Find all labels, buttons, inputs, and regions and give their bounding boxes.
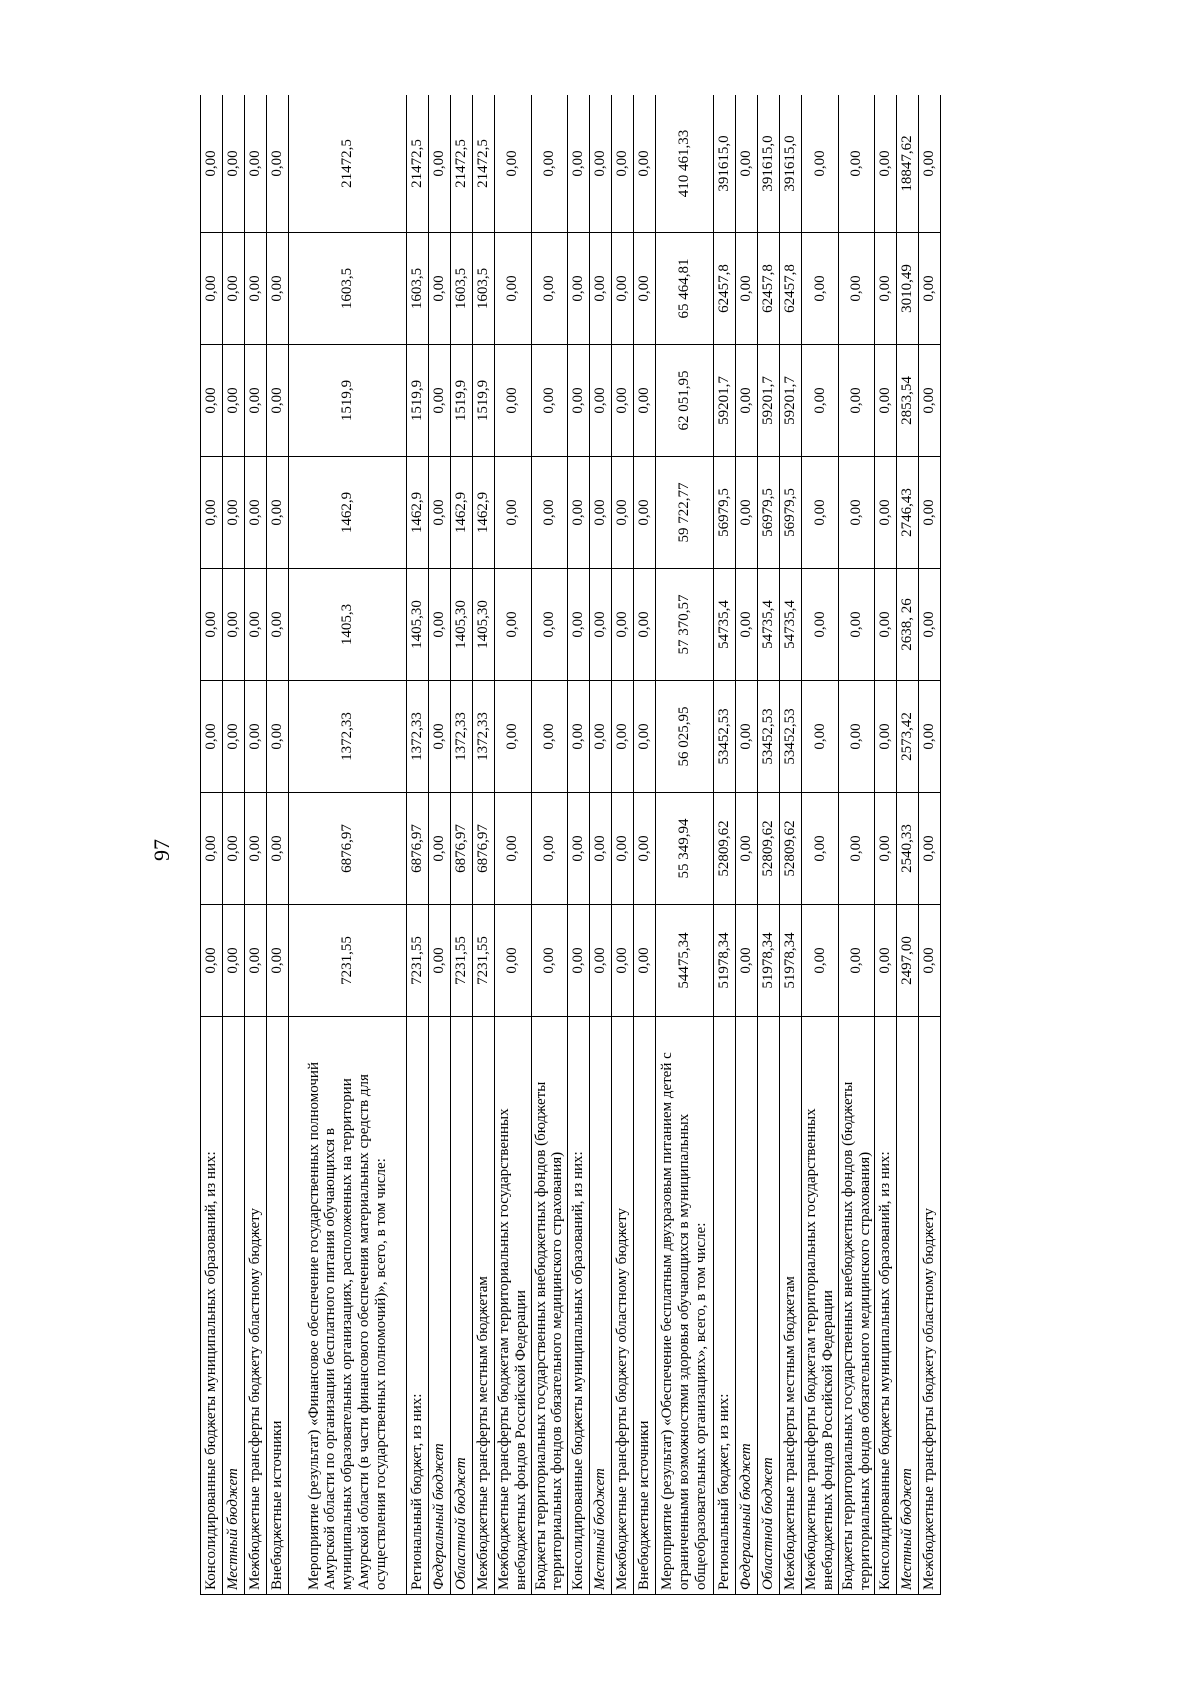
budget-table	[200, 95, 941, 1595]
row-year-value: 0,00	[919, 569, 941, 681]
row-year-value: 1462,9	[473, 457, 495, 569]
row-year-value: 0,00	[531, 681, 568, 793]
table-row	[838, 95, 875, 1595]
row-year-value: 6876,97	[407, 793, 429, 905]
row-label: Бюджеты территориальных государственных внебюджетных фондов (бюджеты территориальных фондов обязательного медицинского страхования)	[531, 1017, 568, 1595]
row-year-value: 0,00	[919, 793, 941, 905]
row-label: Бюджеты территориальных государственных внебюджетных фондов (бюджеты территориальных фондов обязательного медицинского страхования)	[838, 1017, 875, 1595]
table-row	[736, 95, 758, 1595]
row-year-value: 0,00	[201, 793, 223, 905]
row-year-value: 0,00	[201, 569, 223, 681]
row-year-value: 0,00	[267, 345, 289, 457]
row-year-value: 62457,8	[758, 233, 780, 345]
row-year-value: 0,00	[223, 569, 245, 681]
table-row	[473, 95, 495, 1595]
row-year-value: 0,00	[429, 793, 451, 905]
row-total-value: 0,00	[245, 95, 267, 233]
row-total-value: 0,00	[919, 95, 941, 233]
row-year-value: 0,00	[875, 905, 897, 1017]
row-year-value: 0,00	[838, 457, 875, 569]
row-label: Внебюджетные источники	[634, 1017, 656, 1595]
row-year-value: 0,00	[495, 793, 532, 905]
row-total-value: 21472,5	[473, 95, 495, 233]
row-year-value: 0,00	[736, 457, 758, 569]
table-row	[267, 95, 289, 1595]
row-year-value: 2497,00	[897, 905, 919, 1017]
row-label: Федеральный бюджет	[429, 1017, 451, 1595]
row-year-value: 0,00	[590, 793, 612, 905]
row-year-value: 0,00	[634, 681, 656, 793]
row-total-value: 0,00	[201, 95, 223, 233]
row-year-value: 0,00	[245, 905, 267, 1017]
row-year-value: 57 370,57	[656, 569, 714, 681]
row-total-value: 0,00	[568, 95, 590, 233]
row-label: Межбюджетные трансферты бюджету областному бюджету	[245, 1017, 267, 1595]
table-row	[919, 95, 941, 1595]
row-year-value: 0,00	[245, 793, 267, 905]
row-year-value: 1462,9	[451, 457, 473, 569]
row-year-value: 0,00	[568, 233, 590, 345]
table-row	[780, 95, 802, 1595]
row-year-value: 0,00	[919, 457, 941, 569]
row-label: Региональный бюджет, из них:	[714, 1017, 736, 1595]
row-year-value: 0,00	[429, 345, 451, 457]
row-year-value: 0,00	[429, 681, 451, 793]
row-year-value: 0,00	[590, 681, 612, 793]
row-year-value: 0,00	[634, 345, 656, 457]
row-year-value: 0,00	[736, 905, 758, 1017]
table-row	[568, 95, 590, 1595]
row-year-value: 0,00	[531, 457, 568, 569]
row-year-value: 0,00	[612, 233, 634, 345]
row-year-value: 0,00	[223, 345, 245, 457]
row-year-value: 0,00	[919, 681, 941, 793]
row-year-value: 0,00	[802, 345, 839, 457]
row-total-value: 21472,5	[407, 95, 429, 233]
table-row	[590, 95, 612, 1595]
row-year-value: 0,00	[838, 233, 875, 345]
row-year-value: 59201,7	[714, 345, 736, 457]
budget-table-body	[201, 95, 941, 1595]
row-year-value: 55 349,94	[656, 793, 714, 905]
row-year-value: 0,00	[568, 457, 590, 569]
row-year-value: 0,00	[568, 793, 590, 905]
row-year-value: 1519,9	[451, 345, 473, 457]
row-year-value: 0,00	[495, 905, 532, 1017]
row-year-value: 2853,54	[897, 345, 919, 457]
row-year-value: 1603,5	[289, 233, 407, 345]
row-year-value: 0,00	[568, 569, 590, 681]
row-year-value: 0,00	[267, 233, 289, 345]
row-year-value: 3010,49	[897, 233, 919, 345]
row-year-value: 0,00	[875, 345, 897, 457]
row-total-value: 0,00	[802, 95, 839, 233]
row-year-value: 62457,8	[780, 233, 802, 345]
row-year-value: 0,00	[429, 233, 451, 345]
row-year-value: 0,00	[802, 793, 839, 905]
row-year-value: 0,00	[245, 345, 267, 457]
table-row	[451, 95, 473, 1595]
row-label: Консолидированные бюджеты муниципальных образований, из них:	[875, 1017, 897, 1595]
row-year-value: 0,00	[267, 457, 289, 569]
row-label: Местный бюджет	[590, 1017, 612, 1595]
row-year-value: 56979,5	[780, 457, 802, 569]
row-total-value: 0,00	[838, 95, 875, 233]
row-year-value: 0,00	[919, 905, 941, 1017]
row-label: Межбюджетные трансферты бюджетам территориальных государственных внебюджетных фондов Российской Федерации	[802, 1017, 839, 1595]
row-year-value: 0,00	[838, 345, 875, 457]
row-total-value: 0,00	[267, 95, 289, 233]
row-year-value: 0,00	[245, 681, 267, 793]
row-label: Межбюджетные трансферты бюджетам территориальных государственных внебюджетных фондов Российской Федерации	[495, 1017, 532, 1595]
row-year-value: 0,00	[875, 457, 897, 569]
row-year-value: 2540,33	[897, 793, 919, 905]
row-year-value: 0,00	[201, 345, 223, 457]
row-year-value: 1603,5	[473, 233, 495, 345]
row-label: Мероприятие (результат) «Обеспечение бесплатным двухразовым питанием детей с ограниченными возможностями здоровья обучающихся в муниципальных общеобразовательных организациях», всего, в том числе:	[656, 1017, 714, 1595]
row-year-value: 1519,9	[407, 345, 429, 457]
row-year-value: 0,00	[267, 793, 289, 905]
row-year-value: 7231,55	[407, 905, 429, 1017]
row-label: Консолидированные бюджеты муниципальных образований, из них:	[568, 1017, 590, 1595]
row-year-value: 0,00	[634, 793, 656, 905]
table-row	[289, 95, 407, 1595]
row-total-value: 0,00	[531, 95, 568, 233]
row-year-value: 1372,33	[289, 681, 407, 793]
row-year-value: 1519,9	[289, 345, 407, 457]
row-year-value: 0,00	[875, 233, 897, 345]
row-year-value: 0,00	[429, 905, 451, 1017]
row-year-value: 0,00	[736, 793, 758, 905]
table-row	[495, 95, 532, 1595]
row-total-value: 21472,5	[451, 95, 473, 233]
row-label: Мероприятие (результат) «Финансовое обеспечение государственных полномочий Амурской области по организации бесплатного питания обучающихся в муниципальных образовательных организациях, расположенных на территории Амурской области (в части финансового обеспечения материальных средств для осуществления государственных полномочий)», всего, в том числе:	[289, 1017, 407, 1595]
row-year-value: 0,00	[568, 681, 590, 793]
row-year-value: 0,00	[223, 457, 245, 569]
row-year-value: 0,00	[612, 457, 634, 569]
row-year-value: 2638, 26	[897, 569, 919, 681]
row-label: Межбюджетные трансферты бюджету областному бюджету	[919, 1017, 941, 1595]
row-year-value: 6876,97	[451, 793, 473, 905]
row-year-value: 0,00	[736, 681, 758, 793]
row-year-value: 1405,30	[451, 569, 473, 681]
row-year-value: 0,00	[223, 681, 245, 793]
row-year-value: 0,00	[201, 681, 223, 793]
row-year-value: 0,00	[201, 905, 223, 1017]
row-year-value: 0,00	[736, 233, 758, 345]
row-year-value: 59201,7	[758, 345, 780, 457]
row-year-value: 0,00	[612, 569, 634, 681]
row-year-value: 7231,55	[473, 905, 495, 1017]
table-row	[875, 95, 897, 1595]
row-total-value: 0,00	[634, 95, 656, 233]
row-year-value: 54735,4	[714, 569, 736, 681]
row-total-value: 0,00	[223, 95, 245, 233]
row-label: Местный бюджет	[897, 1017, 919, 1595]
row-total-value: 0,00	[612, 95, 634, 233]
row-total-value: 410 461,33	[656, 95, 714, 233]
row-year-value: 0,00	[590, 233, 612, 345]
row-year-value: 0,00	[495, 233, 532, 345]
row-year-value: 0,00	[919, 233, 941, 345]
row-year-value: 51978,34	[758, 905, 780, 1017]
row-year-value: 6876,97	[289, 793, 407, 905]
row-year-value: 0,00	[429, 569, 451, 681]
row-year-value: 0,00	[223, 233, 245, 345]
row-year-value: 52809,62	[758, 793, 780, 905]
row-year-value: 0,00	[531, 793, 568, 905]
row-year-value: 0,00	[267, 569, 289, 681]
row-year-value: 0,00	[838, 905, 875, 1017]
row-year-value: 0,00	[531, 233, 568, 345]
row-year-value: 0,00	[612, 793, 634, 905]
row-year-value: 0,00	[201, 457, 223, 569]
row-year-value: 0,00	[802, 681, 839, 793]
row-year-value: 59 722,77	[656, 457, 714, 569]
row-total-value: 0,00	[429, 95, 451, 233]
row-year-value: 54475,34	[656, 905, 714, 1017]
row-year-value: 0,00	[267, 681, 289, 793]
table-row	[802, 95, 839, 1595]
page-number: 97	[149, 839, 174, 861]
row-year-value: 0,00	[531, 905, 568, 1017]
row-year-value: 2746,43	[897, 457, 919, 569]
row-year-value: 53452,53	[714, 681, 736, 793]
table-row	[758, 95, 780, 1595]
row-year-value: 0,00	[612, 905, 634, 1017]
row-year-value: 0,00	[919, 345, 941, 457]
row-year-value: 56979,5	[714, 457, 736, 569]
row-label: Областной бюджет	[758, 1017, 780, 1595]
row-year-value: 51978,34	[714, 905, 736, 1017]
row-year-value: 0,00	[802, 569, 839, 681]
table-row	[714, 95, 736, 1595]
row-year-value: 0,00	[634, 905, 656, 1017]
row-year-value: 1462,9	[407, 457, 429, 569]
row-year-value: 0,00	[590, 457, 612, 569]
row-year-value: 0,00	[568, 905, 590, 1017]
row-year-value: 62 051,95	[656, 345, 714, 457]
row-year-value: 6876,97	[473, 793, 495, 905]
row-year-value: 0,00	[245, 569, 267, 681]
row-total-value: 0,00	[495, 95, 532, 233]
row-year-value: 0,00	[634, 457, 656, 569]
row-year-value: 0,00	[838, 793, 875, 905]
table-row	[897, 95, 919, 1595]
row-label: Межбюджетные трансферты бюджету областному бюджету	[612, 1017, 634, 1595]
row-year-value: 54735,4	[758, 569, 780, 681]
row-year-value: 0,00	[590, 569, 612, 681]
row-year-value: 62457,8	[714, 233, 736, 345]
row-total-value: 21472,5	[289, 95, 407, 233]
row-year-value: 54735,4	[780, 569, 802, 681]
row-label: Областной бюджет	[451, 1017, 473, 1595]
row-label: Внебюджетные источники	[267, 1017, 289, 1595]
row-year-value: 1372,33	[473, 681, 495, 793]
row-total-value: 0,00	[875, 95, 897, 233]
row-year-value: 0,00	[223, 793, 245, 905]
row-year-value: 1372,33	[407, 681, 429, 793]
row-year-value: 59201,7	[780, 345, 802, 457]
row-year-value: 0,00	[531, 569, 568, 681]
row-year-value: 0,00	[429, 457, 451, 569]
row-year-value: 56 025,95	[656, 681, 714, 793]
row-year-value: 7231,55	[451, 905, 473, 1017]
row-year-value: 0,00	[223, 905, 245, 1017]
row-year-value: 0,00	[802, 233, 839, 345]
row-year-value: 0,00	[634, 233, 656, 345]
row-label: Межбюджетные трансферты местным бюджетам	[780, 1017, 802, 1595]
row-year-value: 0,00	[802, 905, 839, 1017]
row-year-value: 1372,33	[451, 681, 473, 793]
row-label: Консолидированные бюджеты муниципальных образований, из них:	[201, 1017, 223, 1595]
row-year-value: 53452,53	[758, 681, 780, 793]
row-year-value: 53452,53	[780, 681, 802, 793]
table-row	[634, 95, 656, 1595]
row-year-value: 0,00	[838, 569, 875, 681]
row-year-value: 1603,5	[451, 233, 473, 345]
row-year-value: 0,00	[495, 345, 532, 457]
table-row	[429, 95, 451, 1595]
row-total-value: 391615,0	[758, 95, 780, 233]
row-year-value: 56979,5	[758, 457, 780, 569]
row-year-value: 0,00	[495, 457, 532, 569]
row-year-value: 0,00	[495, 569, 532, 681]
row-year-value: 1603,5	[407, 233, 429, 345]
row-year-value: 0,00	[736, 569, 758, 681]
row-year-value: 0,00	[201, 233, 223, 345]
row-label: Местный бюджет	[223, 1017, 245, 1595]
row-year-value: 1405,3	[289, 569, 407, 681]
table-row	[407, 95, 429, 1595]
row-year-value: 65 464,81	[656, 233, 714, 345]
row-total-value: 391615,0	[780, 95, 802, 233]
row-year-value: 0,00	[531, 345, 568, 457]
row-year-value: 0,00	[802, 457, 839, 569]
table-row	[656, 95, 714, 1595]
row-total-value: 18847,62	[897, 95, 919, 233]
budget-table-rotated	[200, 95, 1090, 1595]
row-year-value: 7231,55	[289, 905, 407, 1017]
row-label: Межбюджетные трансферты местным бюджетам	[473, 1017, 495, 1595]
table-row	[201, 95, 223, 1595]
row-year-value: 0,00	[590, 345, 612, 457]
row-year-value: 0,00	[590, 905, 612, 1017]
row-year-value: 1462,9	[289, 457, 407, 569]
row-year-value: 1519,9	[473, 345, 495, 457]
row-year-value: 0,00	[267, 905, 289, 1017]
row-year-value: 0,00	[875, 569, 897, 681]
row-year-value: 51978,34	[780, 905, 802, 1017]
row-year-value: 0,00	[568, 345, 590, 457]
table-row	[245, 95, 267, 1595]
row-total-value: 391615,0	[714, 95, 736, 233]
row-year-value: 0,00	[245, 457, 267, 569]
row-year-value: 0,00	[838, 681, 875, 793]
row-year-value: 52809,62	[714, 793, 736, 905]
row-label: Региональный бюджет, из них:	[407, 1017, 429, 1595]
row-year-value: 0,00	[875, 681, 897, 793]
table-row	[531, 95, 568, 1595]
table-row	[612, 95, 634, 1595]
row-year-value: 0,00	[612, 681, 634, 793]
row-total-value: 0,00	[590, 95, 612, 233]
row-year-value: 2573,42	[897, 681, 919, 793]
row-year-value: 52809,62	[780, 793, 802, 905]
row-year-value: 1405,30	[407, 569, 429, 681]
row-label: Федеральный бюджет	[736, 1017, 758, 1595]
row-year-value: 0,00	[736, 345, 758, 457]
row-year-value: 0,00	[495, 681, 532, 793]
row-year-value: 0,00	[875, 793, 897, 905]
table-row	[223, 95, 245, 1595]
row-year-value: 1405,30	[473, 569, 495, 681]
row-year-value: 0,00	[612, 345, 634, 457]
row-year-value: 0,00	[634, 569, 656, 681]
row-total-value: 0,00	[736, 95, 758, 233]
budget-table-viewport	[200, 95, 1090, 1595]
row-year-value: 0,00	[245, 233, 267, 345]
